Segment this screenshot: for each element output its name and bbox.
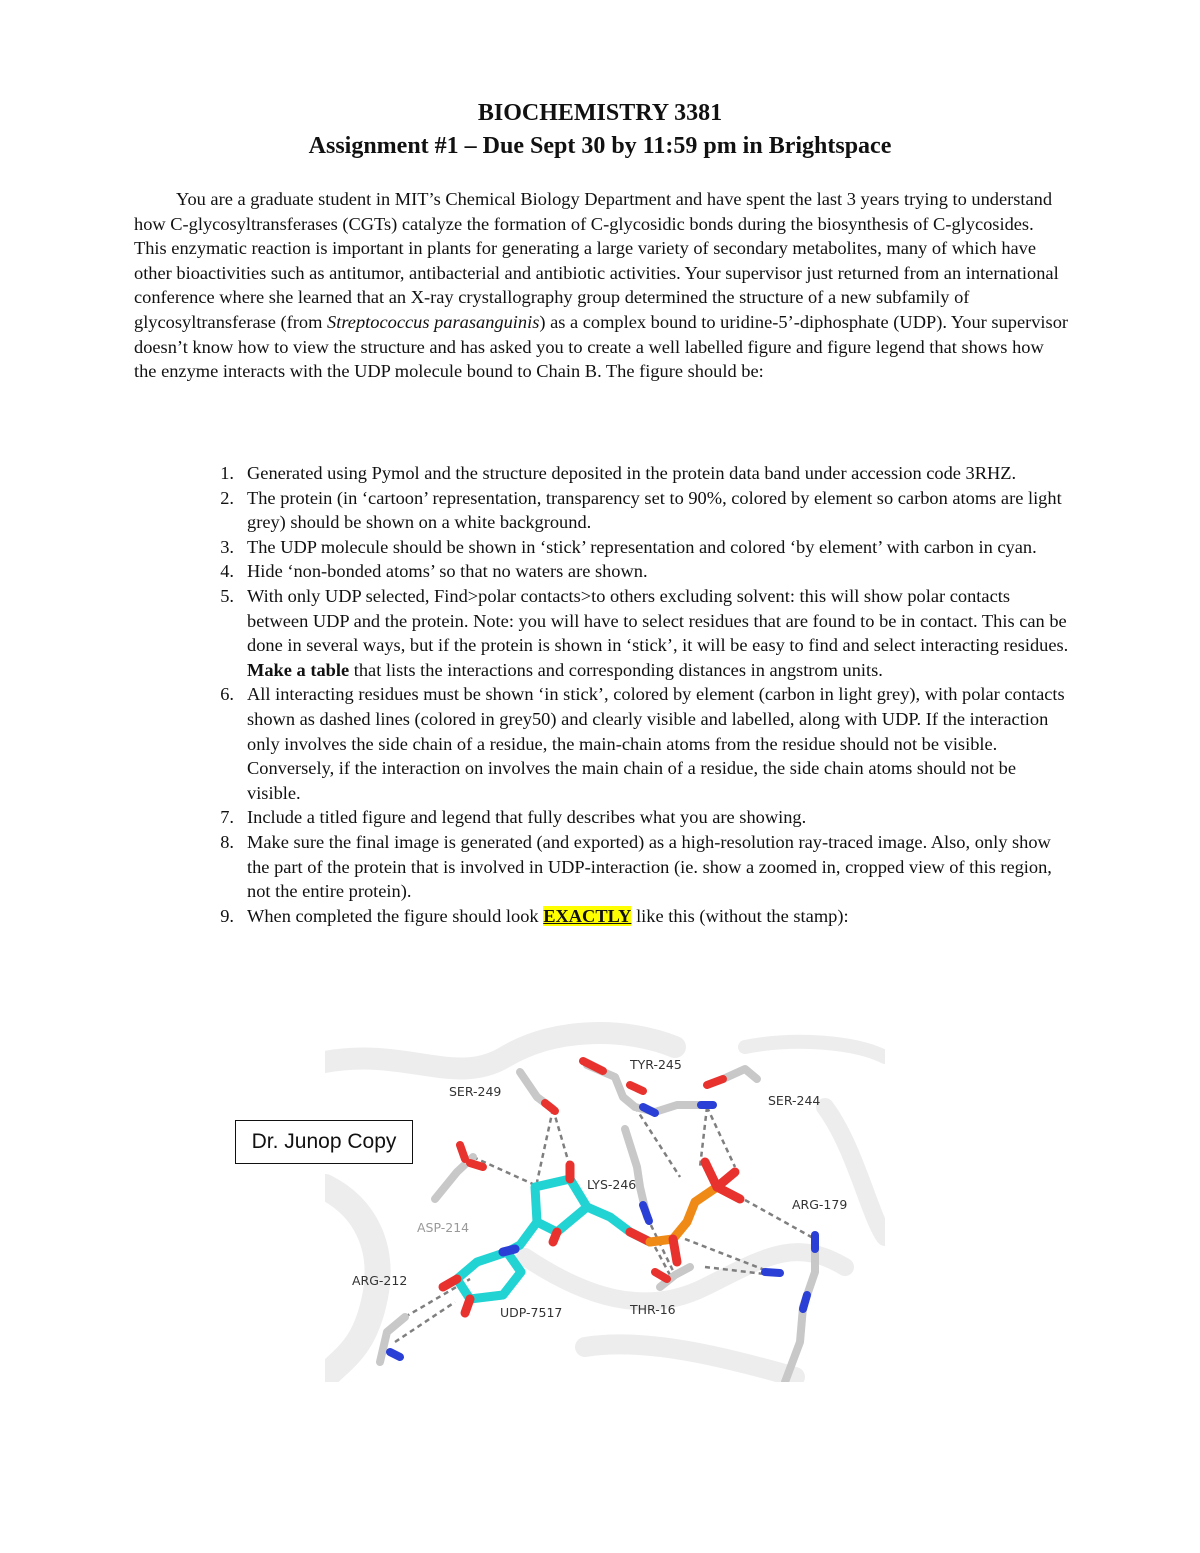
item-text: When completed the figure should look (247, 905, 544, 926)
item-number: 6 . (210, 682, 234, 707)
item-number: 5 . (210, 584, 234, 609)
item-number: 2 . (210, 486, 234, 511)
nitrogen-stick (643, 1107, 655, 1113)
intro-text-part2: ) as a complex bound to uridine-5’-diphosphate (UDP). Your supervisor doesn’t know how to view the structure and has asked you to create a well labelled figure and figure legend that shows how the enzyme interacts with the UDP molecule bound to Chain B. The figure should be: (134, 311, 1069, 382)
organism-name: Streptococcus parasanguinis (327, 311, 540, 332)
exactly-highlight: EXACTLY (543, 905, 632, 926)
item-text: Generated using Pymol and the structure deposited in the protein data band under accession code 3RHZ. (247, 463, 1017, 483)
label-ser244: SER-244 (768, 1093, 821, 1108)
list-item (134, 559, 1069, 584)
nitrogen-stick (390, 1352, 400, 1357)
item-text: Include a titled figure and legend that fully describes what you are showing. (247, 807, 807, 828)
label-tyr245: TYR-245 (630, 1057, 682, 1072)
oxygen-stick (460, 1145, 465, 1159)
requirements-list (134, 461, 1069, 928)
oxygen-stick (470, 1163, 483, 1167)
list-item (134, 682, 1069, 805)
item-text: that lists the interactions and corresponding distances in angstrom units. (349, 659, 883, 680)
item-text: All interacting residues must be shown ‘in stick’, colored by element (carbon in light grey), with polar contacts shown as dashed lines (colored in grey50) and clearly visible and labelled, along with UDP. If the interaction only involves the side chain of a residue, the main-chain atoms from the residue should not be visible. Conversely, if the interaction on involves the main chain of a residue, the side chain atoms should not be visible. (247, 684, 1065, 803)
label-ser249: SER-249 (449, 1084, 502, 1099)
label-udp: UDP-7517 (500, 1305, 563, 1320)
list-item (134, 535, 1069, 560)
oxygen-stick (707, 1079, 723, 1085)
udp-binding-figure (325, 1017, 885, 1382)
nitrogen-stick (803, 1295, 807, 1309)
item-text: like this (without the stamp): (631, 905, 849, 926)
item-number: 4 . (210, 559, 234, 584)
item-number: 8 . (210, 830, 234, 855)
udp-oxygen (465, 1299, 470, 1313)
item-text: The protein (in ‘cartoon’ representation, transparency set to 90%, colored by element so carbon atoms are light grey) should be shown on a white background. (247, 487, 1062, 533)
list-item (134, 805, 1069, 830)
item-number: 9 . (210, 904, 234, 929)
nitrogen-stick (765, 1272, 780, 1273)
item-text: Make sure the final image is generated (and exported) as a high-resolution ray-traced image. Also, only show the part of the protein that is involved in UDP-interaction (ie. show a zoomed in, cropped view of this region, not the entire protein). (247, 831, 1052, 902)
udp-oxygen (553, 1232, 557, 1242)
list-item (134, 830, 1069, 904)
intro-paragraph (134, 187, 1069, 384)
label-thr16: THR-16 (630, 1302, 676, 1317)
oxygen-stick (630, 1085, 643, 1091)
nitrogen-stick (643, 1205, 649, 1221)
label-arg179: ARG-179 (792, 1197, 848, 1212)
label-lys246: LYS-246 (587, 1177, 637, 1192)
udp-nitrogen (503, 1249, 515, 1252)
item-number: 3 . (210, 535, 234, 560)
course-title: BIOCHEMISTRY 3381 (477, 100, 723, 126)
intro-text-part1: You are a graduate student in MIT’s Chemical Biology Department and have spent the last 3 years trying to understand how C-glycosyltransferases (CGTs) catalyze the formation of C-glycosidic bonds during the biosynthesis of C-glycosides. This enzymatic reaction is important in plants for generating a large variety of secondary metabolites, many of which have other bioactivities such as antitumor, antibacterial and antibiotic activities. Your supervisor just returned from an international conference where she learned that an X-ray crystallography group determined the structure of a new subfamily of glycosyltransferase (from (134, 189, 1059, 332)
list-item (134, 584, 1069, 682)
label-arg212: ARG-212 (352, 1273, 408, 1288)
item-number: 1 . (210, 461, 234, 486)
list-item (134, 486, 1069, 535)
item-text: With only UDP selected, Find>polar contacts>to others excluding solvent: this will show polar contacts between UDP and the protein. Note: you will have to select residues that are found to be in contact. This can be done in several ways, but if the protein is shown in ‘stick’, it will be easy to find and select interacting residues. (247, 585, 1069, 656)
label-asp214: ASP-214 (417, 1220, 470, 1235)
list-item (134, 461, 1069, 486)
make-table-emphasis: Make a table (247, 659, 350, 680)
copy-stamp: Dr. Junop Copy (235, 1120, 413, 1164)
assignment-title: Assignment #1 – Due Sept 30 by 11:59 pm in Brightspace (308, 133, 892, 159)
item-text: The UDP molecule should be shown in ‘stick’ representation and colored ‘by element’ with carbon in cyan. (247, 536, 1037, 557)
item-text: Hide ‘non-bonded atoms’ so that no waters are shown. (247, 561, 648, 582)
list-item (134, 904, 1069, 929)
udp-phosphate-oxygen (673, 1239, 677, 1262)
item-number: 7 . (210, 805, 234, 830)
